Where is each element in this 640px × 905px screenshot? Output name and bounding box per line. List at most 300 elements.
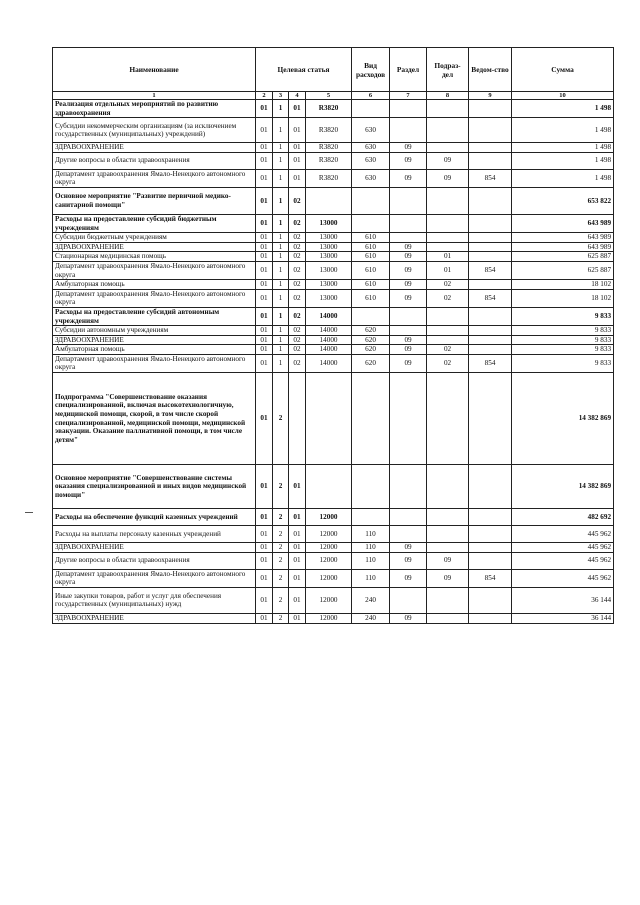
row-code-c7: 09	[427, 169, 469, 187]
row-code-c2: 1	[273, 335, 289, 345]
row-code-c7	[427, 509, 469, 526]
row-code-c1: 01	[256, 169, 273, 187]
header-department: Ведом-ство	[469, 48, 512, 92]
row-code-c6	[390, 509, 427, 526]
column-number: 9	[469, 92, 512, 100]
row-code-c1: 01	[256, 187, 273, 214]
row-sum: 9 833	[512, 307, 614, 325]
row-code-c8	[469, 152, 512, 169]
row-name: ЗДРАВООХРАНЕНИЕ	[53, 335, 256, 345]
row-code-c2: 2	[273, 509, 289, 526]
row-code-c2: 1	[273, 289, 289, 307]
row-name: Расходы на обеспечение функций казенных учреждений	[53, 509, 256, 526]
row-name: Департамент здравоохранения Ямало-Ненецкого автономного округа	[53, 261, 256, 279]
row-code-c7	[427, 118, 469, 143]
row-name: Департамент здравоохранения Ямало-Ненецкого автономного округа	[53, 354, 256, 372]
row-code-c8	[469, 613, 512, 623]
row-sum: 643 989	[512, 242, 614, 252]
row-sum: 445 962	[512, 543, 614, 553]
row-code-c6	[390, 100, 427, 118]
row-code-c1: 01	[256, 587, 273, 613]
row-code-c8	[469, 326, 512, 336]
row-code-c4: 14000	[306, 335, 352, 345]
row-code-c7: 09	[427, 552, 469, 569]
row-code-c4: R3820	[306, 100, 352, 118]
row-code-c6: 09	[390, 143, 427, 153]
row-name: Подпрограмма "Совершенствование оказания специализированной, включая высокотехнологичную, медицинской помощи, скорой, в том числе скорой специализированной, медицинской помощи, медицинской эвакуации. Оказание паллиативной помощи, в том числе детям"	[53, 373, 256, 465]
row-code-c2: 1	[273, 242, 289, 252]
row-code-c7	[427, 233, 469, 243]
table-row	[53, 335, 614, 345]
row-code-c5	[352, 187, 390, 214]
table-row	[53, 242, 614, 252]
row-code-c3: 02	[289, 261, 306, 279]
row-code-c6: 09	[390, 261, 427, 279]
row-code-c4: 12000	[306, 613, 352, 623]
row-sum: 1 498	[512, 169, 614, 187]
row-code-c7	[427, 543, 469, 553]
row-code-c8	[469, 587, 512, 613]
row-code-c5: 610	[352, 233, 390, 243]
row-name: Иные закупки товаров, работ и услуг для обеспечения государственных (муниципальных) нужд	[53, 587, 256, 613]
row-code-c4: R3820	[306, 118, 352, 143]
table-row	[53, 118, 614, 143]
column-number: 1	[53, 92, 256, 100]
row-code-c4: 14000	[306, 345, 352, 355]
table-row	[53, 152, 614, 169]
row-sum: 14 382 869	[512, 465, 614, 509]
row-sum: 643 989	[512, 233, 614, 243]
row-name: Департамент здравоохранения Ямало-Ненецкого автономного округа	[53, 169, 256, 187]
row-code-c3: 02	[289, 326, 306, 336]
row-code-c6	[390, 587, 427, 613]
row-code-c4: 13000	[306, 214, 352, 232]
row-code-c4	[306, 465, 352, 509]
row-code-c8	[469, 373, 512, 465]
row-name: ЗДРАВООХРАНЕНИЕ	[53, 613, 256, 623]
column-number: 3	[273, 92, 289, 100]
row-code-c2: 1	[273, 187, 289, 214]
row-code-c4: 13000	[306, 280, 352, 290]
row-code-c8	[469, 100, 512, 118]
row-code-c1: 01	[256, 335, 273, 345]
row-code-c1: 01	[256, 509, 273, 526]
row-code-c1: 01	[256, 526, 273, 543]
row-code-c2: 1	[273, 354, 289, 372]
row-code-c4	[306, 373, 352, 465]
row-code-c5: 110	[352, 543, 390, 553]
row-code-c5: 240	[352, 587, 390, 613]
row-code-c3: 01	[289, 552, 306, 569]
row-code-c5: 610	[352, 289, 390, 307]
row-sum: 1 498	[512, 143, 614, 153]
row-code-c5: 240	[352, 613, 390, 623]
column-number: 6	[352, 92, 390, 100]
row-code-c1: 01	[256, 261, 273, 279]
row-code-c2: 1	[273, 280, 289, 290]
header-expense-type: Вид расходов	[352, 48, 390, 92]
row-code-c8: 854	[469, 169, 512, 187]
row-code-c2: 1	[273, 261, 289, 279]
row-code-c2: 2	[273, 552, 289, 569]
row-code-c5	[352, 465, 390, 509]
row-code-c3: 02	[289, 289, 306, 307]
row-sum: 9 833	[512, 326, 614, 336]
row-code-c8	[469, 345, 512, 355]
table-row	[53, 252, 614, 262]
row-code-c6	[390, 465, 427, 509]
row-name: Субсидии автономным учреждениям	[53, 326, 256, 336]
header-row	[53, 48, 614, 92]
row-code-c6	[390, 373, 427, 465]
row-code-c5: 620	[352, 345, 390, 355]
row-code-c5: 630	[352, 143, 390, 153]
row-code-c8	[469, 307, 512, 325]
row-name: Департамент здравоохранения Ямало-Ненецкого автономного округа	[53, 289, 256, 307]
row-code-c6: 09	[390, 335, 427, 345]
row-code-c5: 610	[352, 252, 390, 262]
row-code-c6	[390, 118, 427, 143]
row-code-c7: 09	[427, 569, 469, 587]
row-code-c3: 01	[289, 143, 306, 153]
row-code-c7	[427, 613, 469, 623]
column-number: 4	[289, 92, 306, 100]
row-code-c1: 01	[256, 354, 273, 372]
row-code-c6: 09	[390, 345, 427, 355]
row-code-c4: 14000	[306, 307, 352, 325]
row-code-c3: 01	[289, 569, 306, 587]
table-row	[53, 280, 614, 290]
row-code-c3: 02	[289, 187, 306, 214]
row-code-c1: 01	[256, 373, 273, 465]
row-code-c8: 854	[469, 354, 512, 372]
row-name: Расходы на предоставление субсидий автономным учреждениям	[53, 307, 256, 325]
row-code-c4: 14000	[306, 326, 352, 336]
table-row	[53, 187, 614, 214]
row-code-c5: 620	[352, 354, 390, 372]
row-code-c8	[469, 143, 512, 153]
row-code-c7	[427, 214, 469, 232]
row-code-c1: 01	[256, 233, 273, 243]
row-code-c5: 110	[352, 526, 390, 543]
row-sum: 14 382 869	[512, 373, 614, 465]
row-code-c5: 620	[352, 335, 390, 345]
row-code-c2: 1	[273, 307, 289, 325]
header-sum: Сумма	[512, 48, 614, 92]
row-code-c3: 02	[289, 307, 306, 325]
row-code-c1: 01	[256, 118, 273, 143]
row-name: Другие вопросы в области здравоохранения	[53, 552, 256, 569]
row-code-c3: 02	[289, 214, 306, 232]
row-code-c7: 02	[427, 280, 469, 290]
column-number: 7	[390, 92, 427, 100]
row-sum: 643 989	[512, 214, 614, 232]
row-code-c2: 2	[273, 569, 289, 587]
row-code-c5: 610	[352, 280, 390, 290]
row-code-c8	[469, 233, 512, 243]
row-sum: 18 102	[512, 280, 614, 290]
row-sum: 625 887	[512, 261, 614, 279]
row-code-c3: 02	[289, 335, 306, 345]
row-code-c4: 12000	[306, 569, 352, 587]
row-code-c6: 09	[390, 242, 427, 252]
row-code-c3: 01	[289, 169, 306, 187]
table-row	[53, 307, 614, 325]
row-code-c6	[390, 307, 427, 325]
row-name: Основное мероприятие "Развитие первичной медико-санитарной помощи"	[53, 187, 256, 214]
row-sum: 445 962	[512, 526, 614, 543]
row-sum: 1 498	[512, 152, 614, 169]
table-row	[53, 100, 614, 118]
row-code-c1: 01	[256, 289, 273, 307]
row-code-c2: 1	[273, 152, 289, 169]
row-code-c3: 01	[289, 587, 306, 613]
row-code-c7	[427, 307, 469, 325]
row-code-c5	[352, 509, 390, 526]
header-subsection: Подраз-дел	[427, 48, 469, 92]
table-row	[53, 569, 614, 587]
row-code-c1: 01	[256, 465, 273, 509]
row-code-c5	[352, 307, 390, 325]
row-code-c1: 01	[256, 307, 273, 325]
row-sum: 625 887	[512, 252, 614, 262]
row-code-c1: 01	[256, 613, 273, 623]
row-code-c6: 09	[390, 252, 427, 262]
row-code-c1: 01	[256, 326, 273, 336]
row-code-c8	[469, 526, 512, 543]
row-code-c7	[427, 526, 469, 543]
row-code-c4: 14000	[306, 354, 352, 372]
row-code-c2: 1	[273, 345, 289, 355]
row-sum: 9 833	[512, 354, 614, 372]
row-code-c2: 1	[273, 100, 289, 118]
row-code-c6	[390, 214, 427, 232]
row-code-c1: 01	[256, 214, 273, 232]
row-code-c6: 09	[390, 569, 427, 587]
row-code-c7	[427, 100, 469, 118]
row-code-c3: 01	[289, 509, 306, 526]
row-code-c1: 01	[256, 552, 273, 569]
row-code-c6: 09	[390, 354, 427, 372]
row-code-c8	[469, 552, 512, 569]
row-name: Основное мероприятие "Совершенствование системы оказания специализированной и иных видов медицинской помощи"	[53, 465, 256, 509]
row-name: ЗДРАВООХРАНЕНИЕ	[53, 143, 256, 153]
row-name: Стационарная медицинская помощь	[53, 252, 256, 262]
row-code-c4: R3820	[306, 169, 352, 187]
stray-mark	[25, 512, 33, 513]
row-code-c3: 01	[289, 543, 306, 553]
row-code-c5: 630	[352, 152, 390, 169]
row-code-c2: 1	[273, 169, 289, 187]
table-row	[53, 543, 614, 553]
row-code-c8	[469, 252, 512, 262]
table-row	[53, 169, 614, 187]
row-code-c6: 09	[390, 152, 427, 169]
row-code-c6	[390, 326, 427, 336]
row-code-c8: 854	[469, 289, 512, 307]
row-code-c2: 1	[273, 118, 289, 143]
row-code-c7: 01	[427, 261, 469, 279]
row-code-c8	[469, 242, 512, 252]
table-row	[53, 233, 614, 243]
row-code-c4: 13000	[306, 242, 352, 252]
row-code-c1: 01	[256, 252, 273, 262]
row-code-c2: 1	[273, 214, 289, 232]
row-code-c6: 09	[390, 280, 427, 290]
header-section: Раздел	[390, 48, 427, 92]
row-code-c3: 01	[289, 526, 306, 543]
table-row	[53, 354, 614, 372]
row-code-c6: 09	[390, 552, 427, 569]
row-code-c5: 110	[352, 569, 390, 587]
row-code-c7	[427, 587, 469, 613]
row-code-c3: 01	[289, 100, 306, 118]
row-code-c4: 12000	[306, 526, 352, 543]
row-code-c7	[427, 326, 469, 336]
row-code-c1: 01	[256, 543, 273, 553]
row-code-c6	[390, 526, 427, 543]
table-row	[53, 143, 614, 153]
row-name: Расходы на выплаты персоналу казенных учреждений	[53, 526, 256, 543]
row-name: Амбулаторная помощь	[53, 345, 256, 355]
row-code-c8: 854	[469, 261, 512, 279]
row-code-c1: 01	[256, 100, 273, 118]
row-name: Реализация отдельных мероприятий по развитию здравоохранения	[53, 100, 256, 118]
row-name: ЗДРАВООХРАНЕНИЕ	[53, 242, 256, 252]
table-row	[53, 465, 614, 509]
row-name: ЗДРАВООХРАНЕНИЕ	[53, 543, 256, 553]
table-row	[53, 326, 614, 336]
row-sum: 653 822	[512, 187, 614, 214]
table-row	[53, 509, 614, 526]
row-code-c1: 01	[256, 152, 273, 169]
row-code-c8	[469, 118, 512, 143]
row-code-c2: 2	[273, 465, 289, 509]
row-name: Амбулаторная помощь	[53, 280, 256, 290]
row-code-c3: 02	[289, 345, 306, 355]
row-code-c4: R3820	[306, 143, 352, 153]
column-number: 10	[512, 92, 614, 100]
row-code-c1: 01	[256, 569, 273, 587]
row-code-c2: 2	[273, 373, 289, 465]
row-code-c2: 1	[273, 233, 289, 243]
row-code-c5: 630	[352, 169, 390, 187]
row-code-c7	[427, 465, 469, 509]
row-code-c3: 02	[289, 354, 306, 372]
row-code-c7: 09	[427, 152, 469, 169]
row-code-c8	[469, 335, 512, 345]
row-code-c7: 02	[427, 345, 469, 355]
row-code-c4: 13000	[306, 289, 352, 307]
row-code-c3	[289, 373, 306, 465]
row-code-c8	[469, 465, 512, 509]
row-code-c6: 09	[390, 169, 427, 187]
table-row	[53, 261, 614, 279]
row-code-c5: 610	[352, 242, 390, 252]
table-body	[53, 100, 614, 624]
row-code-c8: 854	[469, 569, 512, 587]
row-name: Субсидии некоммерческим организациям (за исключением государственных (муниципальных) учреждений)	[53, 118, 256, 143]
column-number: 5	[306, 92, 352, 100]
row-sum: 36 144	[512, 587, 614, 613]
row-code-c5: 110	[352, 552, 390, 569]
table-row	[53, 613, 614, 623]
column-number-row	[53, 92, 614, 100]
row-code-c6: 09	[390, 289, 427, 307]
row-code-c6	[390, 187, 427, 214]
row-code-c3: 02	[289, 252, 306, 262]
row-code-c8	[469, 509, 512, 526]
row-code-c1: 01	[256, 345, 273, 355]
row-code-c7: 02	[427, 354, 469, 372]
row-code-c4: 12000	[306, 587, 352, 613]
row-code-c5	[352, 100, 390, 118]
row-code-c2: 1	[273, 252, 289, 262]
row-code-c8	[469, 187, 512, 214]
row-code-c2: 1	[273, 326, 289, 336]
row-sum: 445 962	[512, 552, 614, 569]
row-code-c3: 01	[289, 118, 306, 143]
row-code-c8	[469, 280, 512, 290]
row-code-c4: 12000	[306, 552, 352, 569]
column-number: 8	[427, 92, 469, 100]
row-name: Субсидии бюджетным учреждениям	[53, 233, 256, 243]
row-code-c7: 02	[427, 289, 469, 307]
table-row	[53, 289, 614, 307]
row-name: Департамент здравоохранения Ямало-Ненецкого автономного округа	[53, 569, 256, 587]
row-code-c3: 01	[289, 152, 306, 169]
row-name: Расходы на предоставление субсидий бюджетным учреждениям	[53, 214, 256, 232]
header-name: Наименование	[53, 48, 256, 92]
row-code-c4: 13000	[306, 233, 352, 243]
row-sum: 18 102	[512, 289, 614, 307]
row-code-c4: 13000	[306, 252, 352, 262]
row-code-c4	[306, 187, 352, 214]
row-code-c4: 12000	[306, 509, 352, 526]
row-code-c8	[469, 214, 512, 232]
row-code-c4: 13000	[306, 261, 352, 279]
table-row	[53, 345, 614, 355]
row-code-c2: 2	[273, 613, 289, 623]
row-code-c7	[427, 187, 469, 214]
budget-table	[52, 47, 614, 624]
row-code-c3: 02	[289, 233, 306, 243]
row-code-c3: 02	[289, 242, 306, 252]
row-code-c3: 01	[289, 465, 306, 509]
row-code-c7	[427, 335, 469, 345]
table-row	[53, 587, 614, 613]
row-code-c2: 2	[273, 587, 289, 613]
row-code-c1: 01	[256, 143, 273, 153]
row-code-c6	[390, 233, 427, 243]
row-code-c3: 01	[289, 613, 306, 623]
header-target-article: Целевая статья	[256, 48, 352, 92]
row-code-c2: 1	[273, 143, 289, 153]
table-row	[53, 214, 614, 232]
row-code-c1: 01	[256, 280, 273, 290]
row-sum: 482 692	[512, 509, 614, 526]
table-row	[53, 373, 614, 465]
row-code-c5	[352, 214, 390, 232]
row-code-c6: 09	[390, 613, 427, 623]
row-code-c7	[427, 242, 469, 252]
row-code-c5	[352, 373, 390, 465]
row-code-c4: R3820	[306, 152, 352, 169]
row-code-c4: 12000	[306, 543, 352, 553]
row-code-c7	[427, 373, 469, 465]
table-row	[53, 526, 614, 543]
row-name: Другие вопросы в области здравоохранения	[53, 152, 256, 169]
